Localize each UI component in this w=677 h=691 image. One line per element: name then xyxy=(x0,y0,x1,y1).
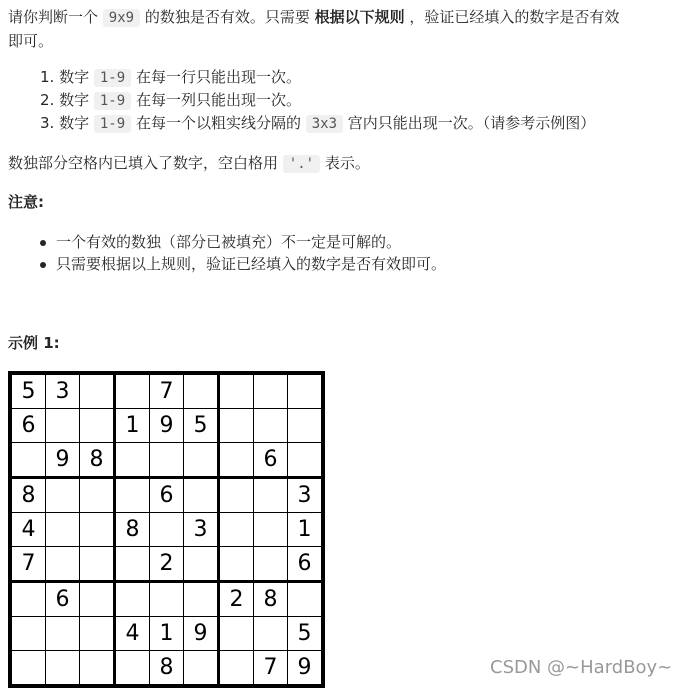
intro-text-a: 请你判断一个 xyxy=(8,8,103,26)
bullet-icon xyxy=(40,240,46,246)
sudoku-row xyxy=(12,409,322,443)
sudoku-row xyxy=(12,582,322,617)
sudoku-cell xyxy=(115,582,150,617)
note-text: 一个有效的数独（部分已被填充）不一定是可解的。 xyxy=(56,233,402,251)
sudoku-cell: 2 xyxy=(219,582,254,617)
sudoku-cell xyxy=(184,375,219,409)
sudoku-cell: 1 xyxy=(115,409,150,443)
sudoku-cell xyxy=(288,375,322,409)
intro-line-2: 即可。 xyxy=(8,32,54,50)
blank-code: '.' xyxy=(283,155,320,173)
example-title xyxy=(8,332,60,354)
sudoku-cell: 8 xyxy=(150,651,184,685)
sudoku-cell xyxy=(80,617,115,651)
sudoku-cell xyxy=(150,582,184,617)
rule-text-b: 在每一列只能出现一次。 xyxy=(131,91,301,109)
sudoku-cell xyxy=(184,443,219,478)
sudoku-cell: 5 xyxy=(288,617,322,651)
rule-text-b: 在每一行只能出现一次。 xyxy=(131,68,301,86)
sudoku-cell: 6 xyxy=(254,443,288,478)
sudoku-cell xyxy=(254,409,288,443)
sudoku-cell xyxy=(254,375,288,409)
sudoku-cell xyxy=(46,547,80,582)
rule-text-c: 宫内只能出现一次。（请参考示例图） xyxy=(343,114,596,132)
note-title-text: 注意: xyxy=(8,193,44,211)
sudoku-cell xyxy=(80,547,115,582)
sudoku-cell xyxy=(219,409,254,443)
sudoku-cell xyxy=(80,582,115,617)
sudoku-cell xyxy=(184,651,219,685)
sudoku-cell xyxy=(254,617,288,651)
sudoku-cell: 6 xyxy=(46,582,80,617)
sudoku-cell: 9 xyxy=(184,617,219,651)
rule-item xyxy=(40,66,595,89)
sudoku-cell: 4 xyxy=(12,513,46,547)
intro-text-b: 的数独是否有效。只需要 xyxy=(140,8,315,26)
sudoku-cell: 1 xyxy=(150,617,184,651)
sudoku-cell: 8 xyxy=(80,443,115,478)
rule-number: 1. xyxy=(40,68,55,86)
sudoku-row xyxy=(12,375,322,409)
sudoku-cell xyxy=(115,478,150,513)
rule-text-a: 数字 xyxy=(59,91,94,109)
intro-text-c: ，验证已经填入的数字是否有效 xyxy=(404,8,620,26)
sudoku-cell xyxy=(115,443,150,478)
sudoku-cell xyxy=(12,651,46,685)
sudoku-cell xyxy=(219,617,254,651)
sudoku-cell: 5 xyxy=(184,409,219,443)
sudoku-cell xyxy=(184,547,219,582)
rule-code-box: 3x3 xyxy=(306,115,343,133)
rule-code: 1-9 xyxy=(94,115,131,133)
sudoku-cell xyxy=(184,582,219,617)
blank-description xyxy=(8,152,370,175)
rule-text-b: 在每一个以粗实线分隔的 xyxy=(131,114,306,132)
sudoku-cell xyxy=(46,651,80,685)
sudoku-cell: 3 xyxy=(288,478,322,513)
sudoku-row xyxy=(12,547,322,582)
sudoku-row xyxy=(12,651,322,685)
intro-line-1 xyxy=(8,6,619,29)
sudoku-cell xyxy=(254,478,288,513)
sudoku-cell: 4 xyxy=(115,617,150,651)
sudoku-cell xyxy=(80,651,115,685)
rule-number: 3. xyxy=(40,114,55,132)
blank-text-a: 数独部分空格内已填入了数字，空白格用 xyxy=(8,154,283,172)
notes-list xyxy=(40,231,446,275)
sudoku-cell xyxy=(115,651,150,685)
sudoku-row xyxy=(12,478,322,513)
note-item xyxy=(40,253,446,275)
rule-text-a: 数字 xyxy=(59,114,94,132)
sudoku-cell: 9 xyxy=(46,443,80,478)
rule-text-a: 数字 xyxy=(59,68,94,86)
sudoku-cell: 6 xyxy=(150,478,184,513)
sudoku-cell xyxy=(254,547,288,582)
sudoku-cell: 7 xyxy=(254,651,288,685)
sudoku-cell: 6 xyxy=(12,409,46,443)
sudoku-cell: 2 xyxy=(150,547,184,582)
sudoku-cell xyxy=(219,443,254,478)
sudoku-cell xyxy=(80,513,115,547)
sudoku-cell xyxy=(219,513,254,547)
sudoku-cell: 1 xyxy=(288,513,322,547)
rule-code: 1-9 xyxy=(94,69,131,87)
sudoku-cell: 9 xyxy=(288,651,322,685)
rules-list xyxy=(40,66,595,135)
watermark: CSDN @~HardBoy~ xyxy=(490,657,673,678)
note-title xyxy=(8,191,44,213)
sudoku-cell xyxy=(12,443,46,478)
sudoku-cell: 3 xyxy=(46,375,80,409)
sudoku-cell xyxy=(12,617,46,651)
sudoku-cell: 5 xyxy=(12,375,46,409)
intro-code-size: 9x9 xyxy=(103,9,140,27)
sudoku-cell xyxy=(219,478,254,513)
sudoku-cell: 3 xyxy=(184,513,219,547)
sudoku-row xyxy=(12,443,322,478)
sudoku-board xyxy=(8,371,325,688)
sudoku-cell xyxy=(115,547,150,582)
sudoku-cell: 9 xyxy=(150,409,184,443)
sudoku-cell xyxy=(150,513,184,547)
sudoku-cell: 8 xyxy=(12,478,46,513)
rule-code: 1-9 xyxy=(94,92,131,110)
sudoku-cell xyxy=(219,375,254,409)
sudoku-cell: 7 xyxy=(12,547,46,582)
sudoku-cell xyxy=(46,478,80,513)
sudoku-cell xyxy=(150,443,184,478)
rule-number: 2. xyxy=(40,91,55,109)
sudoku-cell: 8 xyxy=(254,582,288,617)
sudoku-cell xyxy=(46,617,80,651)
sudoku-grid xyxy=(11,374,322,685)
intro-bold-rules: 根据以下规则 xyxy=(314,8,405,26)
sudoku-cell xyxy=(288,443,322,478)
blank-text-b: 表示。 xyxy=(320,154,370,172)
sudoku-cell xyxy=(115,375,150,409)
sudoku-cell xyxy=(46,513,80,547)
sudoku-cell: 7 xyxy=(150,375,184,409)
bullet-icon xyxy=(40,262,46,268)
sudoku-cell xyxy=(80,409,115,443)
sudoku-cell xyxy=(219,651,254,685)
sudoku-row xyxy=(12,617,322,651)
sudoku-cell xyxy=(254,513,288,547)
sudoku-cell: 8 xyxy=(115,513,150,547)
sudoku-cell xyxy=(219,547,254,582)
sudoku-row xyxy=(12,513,322,547)
sudoku-cell xyxy=(80,375,115,409)
sudoku-cell xyxy=(80,478,115,513)
sudoku-cell xyxy=(12,582,46,617)
rule-item xyxy=(40,89,595,112)
note-item xyxy=(40,231,446,253)
sudoku-cell xyxy=(288,409,322,443)
sudoku-cell xyxy=(46,409,80,443)
sudoku-cell xyxy=(184,478,219,513)
sudoku-cell: 6 xyxy=(288,547,322,582)
sudoku-cell xyxy=(288,582,322,617)
example-title-text: 示例 1: xyxy=(8,334,60,352)
rule-item xyxy=(40,112,595,135)
note-text: 只需要根据以上规则，验证已经填入的数字是否有效即可。 xyxy=(56,255,447,273)
